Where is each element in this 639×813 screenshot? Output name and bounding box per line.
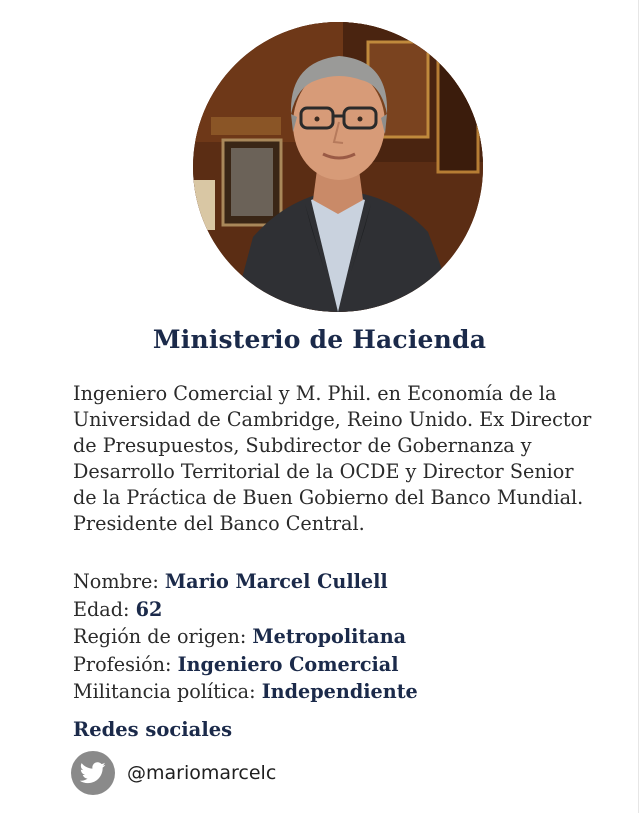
bio-line: Ingeniero Comercial y M. Phil. en Economía de la bbox=[73, 382, 557, 405]
fact-label: Profesión: bbox=[73, 652, 172, 676]
fact-label: Región de origen: bbox=[73, 625, 247, 648]
bio-line: Desarrollo Territorial de la OCDE y Director Senior bbox=[73, 460, 574, 483]
fact-age bbox=[73, 596, 613, 624]
fact-value: Ingeniero Comercial bbox=[177, 652, 399, 676]
fact-name bbox=[73, 568, 613, 596]
bio-line: de Presupuestos, Subdirector de Gobernanza y bbox=[73, 434, 532, 457]
portrait-photo bbox=[193, 22, 483, 312]
twitter-link[interactable] bbox=[71, 751, 276, 795]
bio-line: de la Práctica de Buen Gobierno del Banco Mundial. bbox=[73, 486, 584, 509]
fact-value: Metropolitana bbox=[252, 625, 407, 648]
fact-label: Nombre: bbox=[73, 570, 159, 593]
fact-label: Edad: bbox=[73, 597, 130, 621]
fact-value: Independiente bbox=[261, 680, 418, 703]
ministry-title: Ministerio de Hacienda bbox=[152, 325, 487, 354]
fact-region bbox=[73, 623, 613, 651]
fact-label: Militancia política: bbox=[73, 680, 256, 703]
facts-list bbox=[73, 568, 613, 706]
twitter-handle[interactable]: @mariomarcelc bbox=[127, 762, 277, 784]
fact-political-affiliation bbox=[73, 678, 613, 706]
fact-value: Mario Marcel Cullell bbox=[164, 570, 388, 593]
bio-line: Presidente del Banco Central. bbox=[73, 512, 365, 535]
bio-paragraph bbox=[73, 381, 613, 537]
twitter-icon[interactable] bbox=[71, 751, 115, 795]
fact-value: 62 bbox=[135, 597, 163, 621]
bio-line: Universidad de Cambridge, Reino Unido. Ex Director bbox=[73, 408, 592, 431]
fact-profession bbox=[73, 651, 613, 679]
social-heading: Redes sociales bbox=[73, 718, 233, 741]
